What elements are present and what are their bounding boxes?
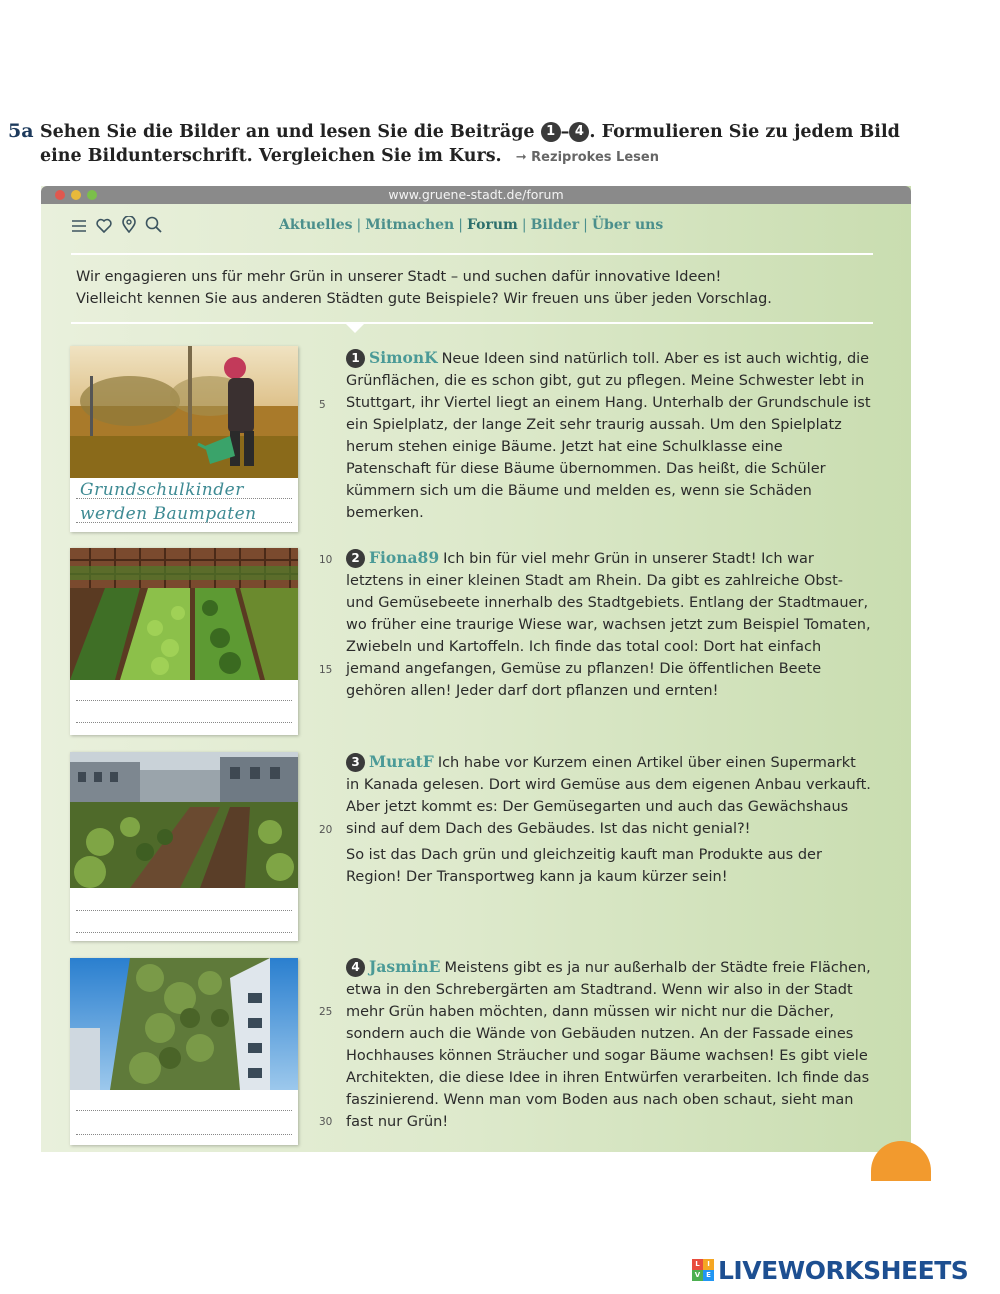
page-corner-tab: [871, 1141, 931, 1181]
main-nav: [279, 217, 663, 233]
task-instruction: [40, 120, 900, 170]
post-text: Ich bin für viel mehr Grün in unserer Stadt! Ich war letztens in einer kleinen Stadt am Rhein. Da gibt es zahlreiche Obst- und Gemüsebeete innerhalb des Stadtgebiets. Entlang der Stadtmauer, wo früher eine traurige Wiese war, wachsen jetzt zum Beispiel Tomaten, Zwiebeln und Kartoffeln. Ich finde das total cool: Dort hat einfach jemand angefangen, Gemüse zu pflanzen! Die öffentlichen Beete gehören allen! Jeder darf dort pflanzen und ernten!: [346, 551, 871, 699]
image-card-4: [70, 958, 298, 1145]
logo-mark-letter: E: [703, 1270, 714, 1281]
nav-item-mitmachen[interactable]: Mitmachen: [365, 217, 455, 233]
task-number: 5a: [8, 120, 34, 142]
line-number: 20: [319, 824, 333, 836]
photo-rooftop-garden: [70, 752, 298, 888]
browser-window: [41, 186, 911, 1152]
hint-text: Reziprokes Lesen: [531, 150, 659, 165]
logo-mark: [692, 1259, 714, 1281]
nav-item-bilder[interactable]: Bilder: [530, 217, 580, 233]
image-card-2: [70, 548, 298, 735]
caption-rule: [76, 700, 292, 701]
post-text: Meistens gibt es ja nur außerhalb der Städte freie Flächen, etwa in den Schrebergärten am Stadtrand. Wenn wir also in der Stadt mehr Grün haben möchten, dann müssen wir nicht nur die Dächer, sondern auch die Wände von Gebäuden nutzen. An der Fassade eines Hochhauses können Sträucher und sogar Bäume wachsen! Es gibt viele Architekten, die diese Idee in ihren Entwürfen verarbeiten. Ich finde das faszinierend. Wenn man vom Boden aus nach oben schaut, sieht man fast nur Grün!: [346, 960, 871, 1130]
photo-vegetable-beds: [70, 548, 298, 680]
forum-post-1: [346, 347, 871, 524]
menu-icon[interactable]: [71, 218, 87, 238]
caption-line-2: werden Baumpaten: [80, 504, 257, 524]
line-number: 30: [319, 1116, 333, 1128]
nav-separator: |: [458, 217, 463, 233]
line-number: 15: [319, 664, 333, 676]
location-icon[interactable]: [122, 216, 136, 238]
photo-child-watering-tree: [70, 346, 298, 478]
arrow-right-icon: ➞: [515, 150, 527, 165]
caption-rule: [76, 722, 292, 723]
post-text-continued: So ist das Dach grün und gleichzeitig kauft man Produkte aus der Region! Der Transportweg kann ja kaum kürzer sein!: [346, 847, 822, 885]
post-username[interactable]: MuratF: [369, 752, 434, 771]
nav-separator: |: [356, 217, 362, 233]
nav-item-forum[interactable]: Forum: [466, 217, 518, 233]
caption-rule: [76, 932, 292, 933]
forum-post-2: [346, 547, 871, 702]
intro-line-2: Vielleicht kennen Sie aus anderen Städten gute Beispiele? Wir freuen uns über jeden Vorschlag.: [76, 291, 772, 307]
post-number-badge: 2: [346, 549, 365, 568]
post-username[interactable]: SimonK: [369, 348, 438, 367]
caption-rule: [76, 522, 292, 523]
forum-post-3: [346, 751, 871, 888]
dash: –: [560, 122, 570, 142]
caption-line-1: Grundschulkinder: [80, 480, 244, 500]
badge-from: 1: [541, 122, 561, 142]
liveworksheets-logo[interactable]: [692, 1255, 968, 1285]
caption-rule: [76, 1110, 292, 1111]
image-card-3: [70, 752, 298, 941]
instruction-part-1: Sehen Sie die Bilder an und lesen Sie die Beiträge: [40, 122, 535, 142]
intro-text: [76, 266, 876, 310]
nav-icons: [71, 216, 162, 238]
forum-post-4: [346, 956, 871, 1133]
intro-line-1: Wir engagieren uns für mehr Grün in unserer Stadt – und suchen dafür innovative Ideen!: [76, 269, 722, 285]
line-number: 25: [319, 1006, 333, 1018]
hint-label: [516, 150, 659, 165]
post-number-badge: 4: [346, 958, 365, 977]
image-card-1: [70, 346, 298, 532]
logo-text: LIVEWORKSHEETS: [718, 1255, 969, 1285]
post-username[interactable]: JasminE: [369, 957, 441, 976]
line-number: 5: [319, 399, 326, 411]
badge-to: 4: [569, 122, 589, 142]
divider: [71, 253, 873, 255]
post-text: Neue Ideen sind natürlich toll. Aber es ist auch wichtig, die Grünflächen, die es schon gibt, gut zu pflegen. Meine Schwester lebt in Stuttgart, ihr Viertel liegt an einem Hang. Unterhalb der Grundschule ist ein Spielplatz, der lange Zeit sehr traurig aussah. Um den Spielplatz herum stehen einige Bäume. Jetzt hat eine Schulklasse eine Patenschaft für diese Bäume übernommen. Das heißt, die Schüler kümmern sich um die Bäume und melden es, wenn sie Schäden bemerken.: [346, 351, 871, 521]
post-number-badge: 3: [346, 753, 365, 772]
caption-rule: [76, 1134, 292, 1135]
logo-mark-letter: I: [703, 1259, 714, 1270]
nav-separator: |: [521, 217, 527, 233]
logo-mark-letter: L: [692, 1259, 703, 1270]
nav-item-ueber-uns[interactable]: Über uns: [591, 217, 664, 233]
title-bar: [41, 186, 911, 204]
divider-notch: [346, 324, 364, 333]
caption-rule: [76, 498, 292, 499]
nav-separator: |: [583, 217, 588, 233]
heart-icon[interactable]: [96, 218, 112, 238]
instruction-part-2: . Formulieren Sie zu jedem Bild eine Bildunterschrift. Vergleichen Sie im Kurs.: [40, 122, 900, 166]
nav-item-aktuelles[interactable]: Aktuelles: [279, 217, 353, 233]
post-number-badge: 1: [346, 349, 365, 368]
url-bar[interactable]: www.gruene-stadt.de/forum: [388, 187, 564, 202]
post-text: Ich habe vor Kurzem einen Artikel über einen Supermarkt in Kanada gelesen. Dort wird Gemüse aus dem eigenen Anbau verkauft. Aber jetzt kommt es: Der Gemüsegarten und auch das Gewächshaus sind auf dem Dach des Gebäudes. Ist das nicht genial?!: [346, 755, 871, 837]
photo-green-facade: [70, 958, 298, 1090]
logo-mark-letter: V: [692, 1270, 703, 1281]
divider: [71, 322, 873, 324]
line-number: 10: [319, 554, 333, 566]
caption-rule: [76, 910, 292, 911]
post-username[interactable]: Fiona89: [369, 548, 440, 567]
search-icon[interactable]: [145, 216, 162, 238]
